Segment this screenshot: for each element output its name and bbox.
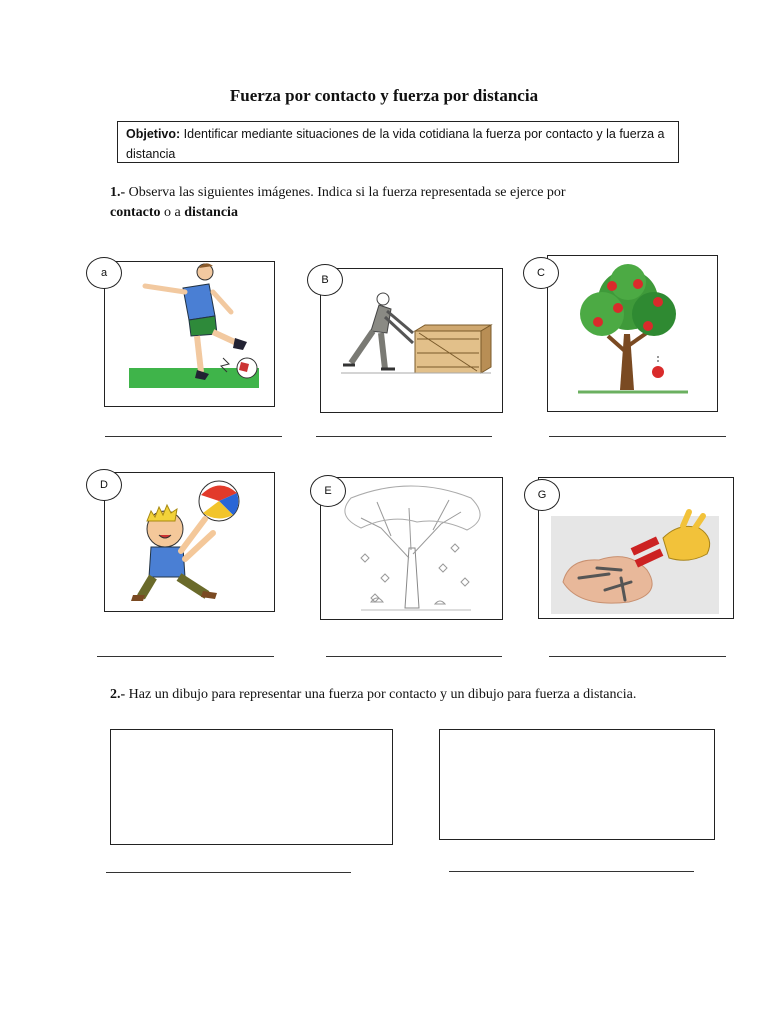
magnet-nails-icon (539, 478, 733, 618)
answer-line-drawing-2 (449, 871, 694, 872)
image-frame-d (104, 472, 275, 612)
soccer-kick-icon (105, 262, 274, 406)
image-frame-a (104, 261, 275, 407)
question-1-number: 1.- (110, 185, 126, 200)
falling-leaves-tree-icon (321, 478, 502, 619)
question-2 (110, 685, 670, 705)
page-title: Fuerza por contacto y fuerza por distancia (229, 86, 539, 105)
question-2-number: 2.- (110, 687, 126, 702)
push-box-icon (321, 269, 502, 412)
boy-ball-icon (105, 473, 274, 611)
badge-e: E (310, 475, 346, 507)
image-frame-b (320, 268, 503, 413)
answer-line-c (549, 436, 726, 437)
question-1-text: Observa las siguientes imágenes. Indica si la fuerza representada se ejerce por (125, 185, 566, 200)
question-2-text: Haz un dibujo para representar una fuerza por contacto y un dibujo para fuerza a distancia. (125, 687, 637, 702)
objective-text: Identificar mediante situaciones de la vida cotidiana la fuerza por contacto y la fuerza a distancia (126, 127, 665, 161)
apple-tree-icon (548, 256, 717, 411)
badge-a: a (86, 257, 122, 289)
badge-g: G (524, 479, 560, 511)
answer-line-d (97, 656, 274, 657)
image-frame-c (547, 255, 718, 412)
badge-c: C (523, 257, 559, 289)
drawing-box-contact[interactable] (110, 729, 393, 845)
badge-b: B (307, 264, 343, 296)
objective-label: Objetivo: (126, 127, 181, 141)
question-1-contact: contacto (110, 205, 161, 220)
answer-line-g (549, 656, 726, 657)
answer-line-drawing-1 (106, 872, 351, 873)
answer-line-e (326, 656, 502, 657)
drawing-box-distance[interactable] (439, 729, 715, 840)
question-1-distance: distancia (184, 205, 238, 220)
objective-box (117, 121, 679, 163)
badge-d: D (86, 469, 122, 501)
answer-line-a (105, 436, 282, 437)
image-frame-e (320, 477, 503, 620)
image-frame-g (538, 477, 734, 619)
question-1 (110, 183, 670, 223)
answer-line-b (316, 436, 492, 437)
question-1-or: o a (160, 205, 185, 220)
